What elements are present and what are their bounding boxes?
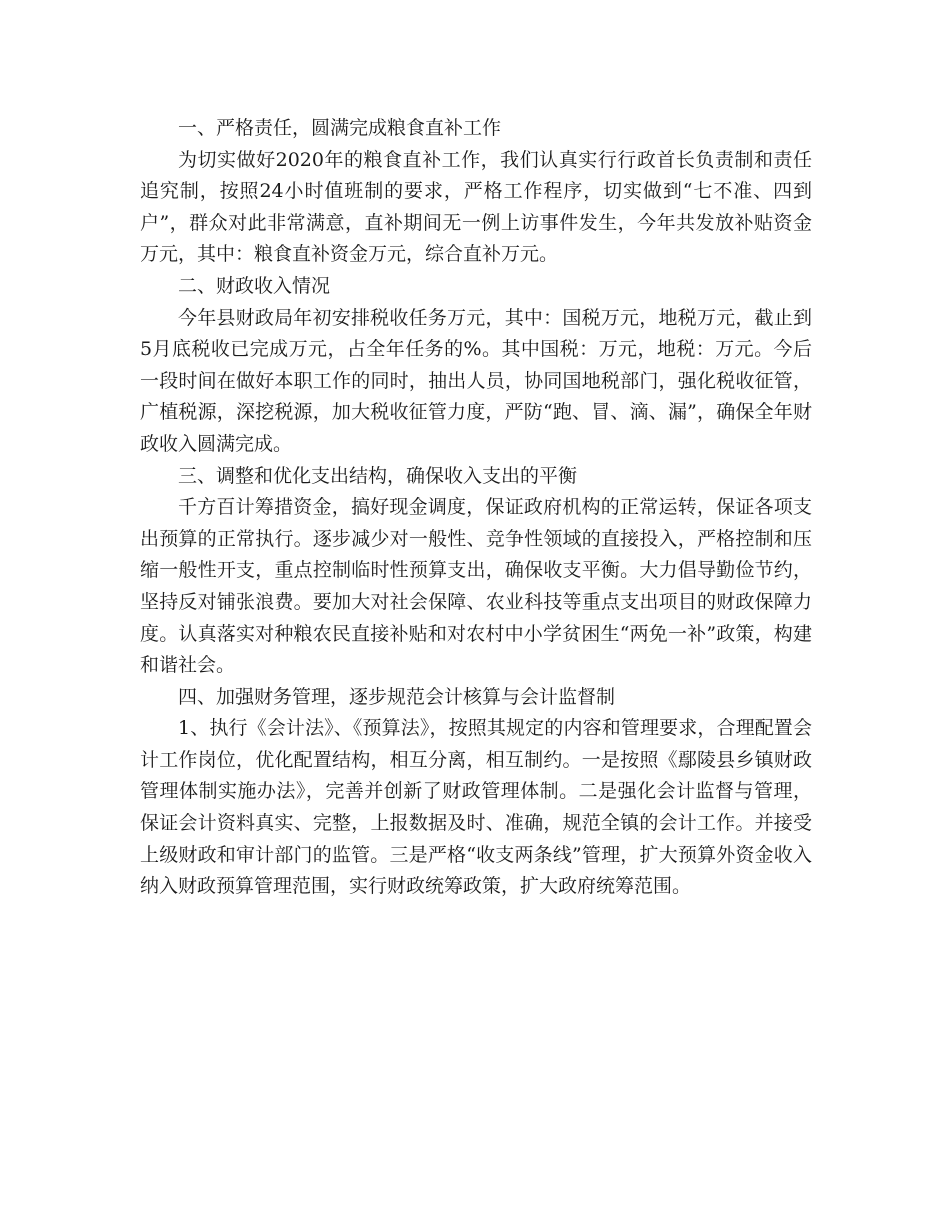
paragraph-financial-management: 1、执行《会计法》、《预算法》，按照其规定的内容和管理要求，合理配置会计工作岗位，优化配置结构，相互分离，相互制约。一是按照《鄢陵县乡镇财政管理体制实施办法》，完善并创新了财政管理体制。二是强化会计监督与管理，保证会计资料真实、完整，上报数据及时、准确，规范全镇的会计工作。并接受上级财政和审计部门的监管。三是严格“收支两条线”管理，扩大预算外资金收入纳入财政预算管理范围，实行财政统筹政策，扩大政府统筹范围。 (140, 717, 812, 898)
paragraph-fiscal-revenue: 今年县财政局年初安排税收任务万元，其中：国税万元，地税万元，截止到5月底税收已完成万元，占全年任务的%。其中国税：万元，地税：万元。今后一段时间在做好本职工作的同时，抽出人员，协同国地税部门，强化税收征管，广植税源，深挖税源，加大税收征管力度，严防“跑、冒、滴、漏”，确保全年财政收入圆满完成。 (140, 306, 812, 455)
paragraph-grain-subsidy: 为切实做好2020年的粮食直补工作，我们认真实行行政首长负责制和责任追究制，按照24小时值班制的要求，严格工作程序，切实做到“七不准、四到户”，群众对此非常满意，直补期间无一例上访事件发生，今年共发放补贴资金万元，其中：粮食直补资金万元，综合直补万元。 (140, 148, 812, 266)
section-heading-2: 二、财政收入情况 (178, 274, 331, 297)
paragraph-expenditure-structure: 千方百计筹措资金，搞好现金调度，保证政府机构的正常运转，保证各项支出预算的正常执行。逐步减少对一般性、竞争性领域的直接投入，严格控制和压缩一般性开支，重点控制临时性预算支出，确保收支平衡。大力倡导勤俭节约，坚持反对铺张浪费。要加大对社会保障、农业科技等重点支出项目的财政保障力度。认真落实对种粮农民直接补贴和对农村中小学贫困生“两免一补”政策，构建和谐社会。 (140, 496, 812, 677)
section-heading-1: 一、严格责任，圆满完成粮食直补工作 (178, 117, 502, 139)
section-heading-4: 四、加强财务管理，逐步规范会计核算与会计监督制 (178, 685, 616, 708)
document-body (140, 113, 812, 903)
section-heading-3: 三、调整和优化支出结构，确保收入支出的平衡 (178, 464, 578, 487)
